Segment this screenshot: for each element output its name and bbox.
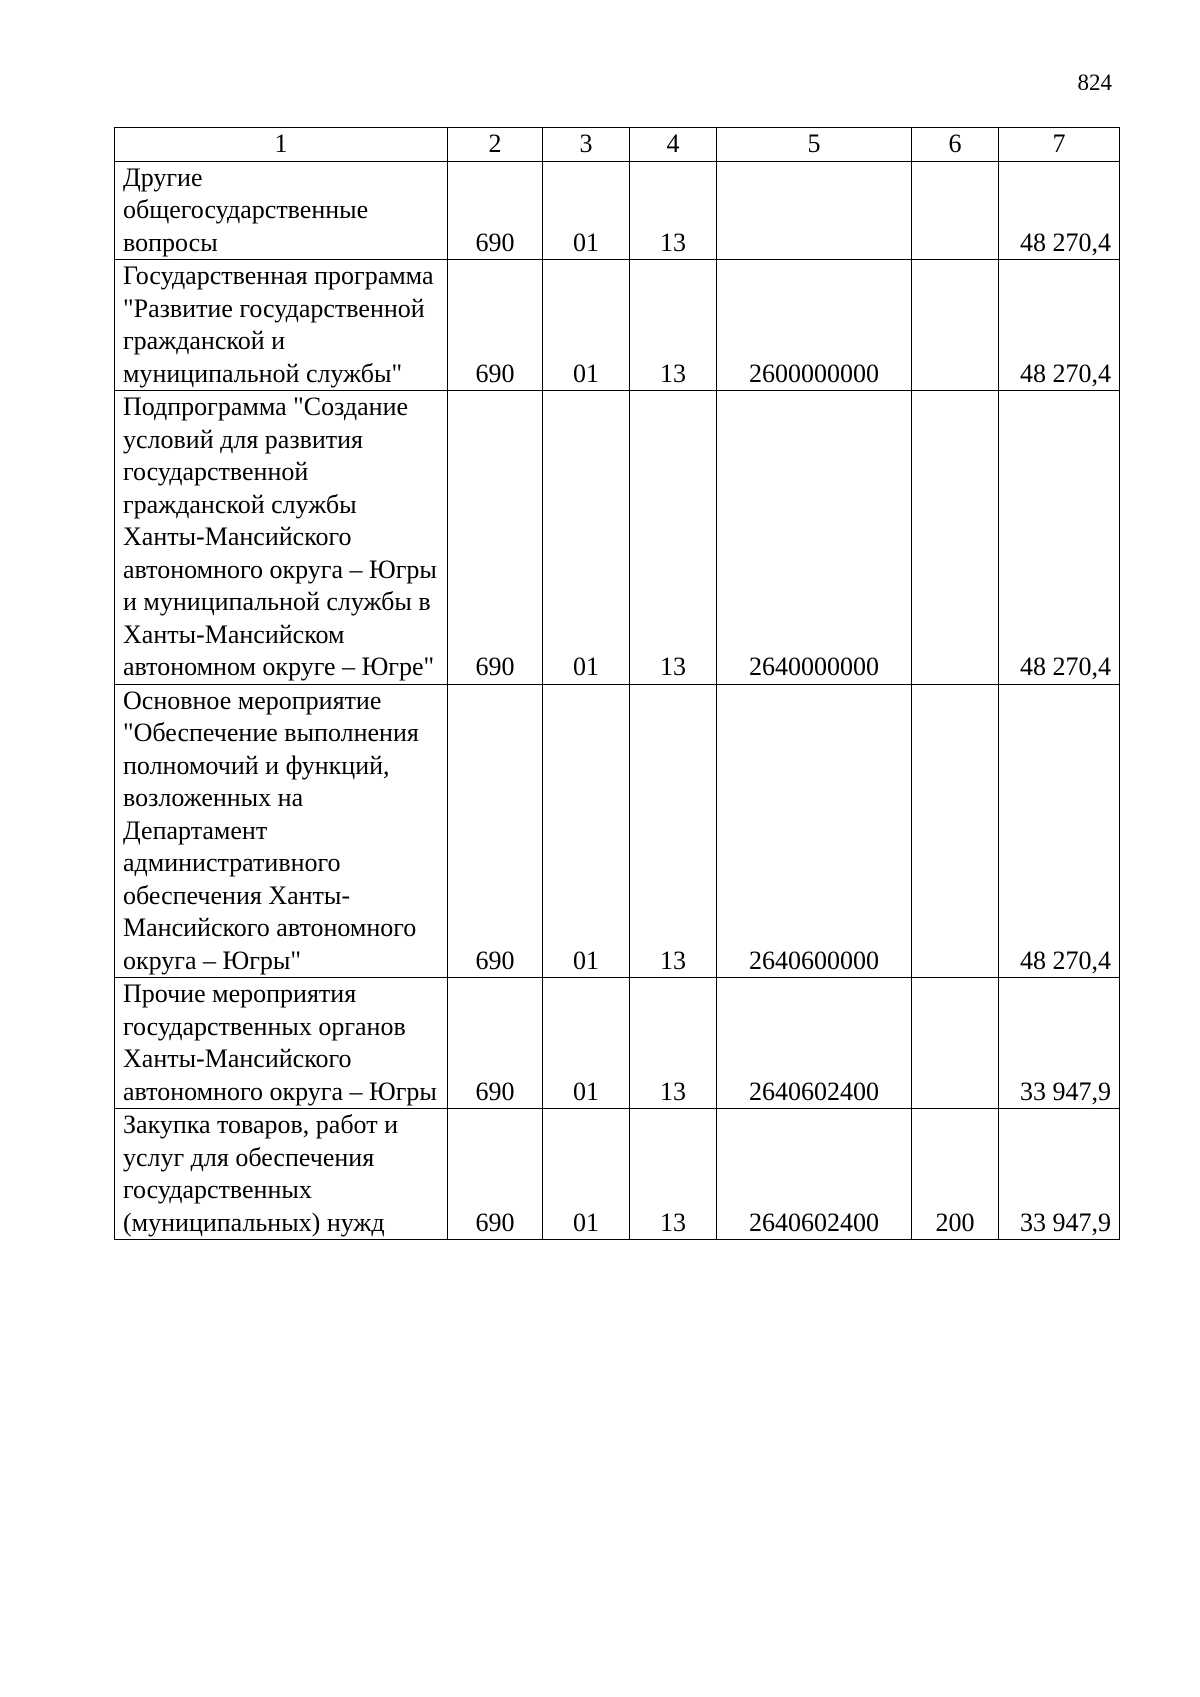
row-name: Закупка товаров, работ и услуг для обеспечения государственных (муниципальных) нужд (115, 1109, 448, 1240)
row-code-5: 2640602400 (717, 1109, 912, 1240)
table-row (115, 260, 1120, 391)
row-name: Основное мероприятие "Обеспечение выполнения полномочий и функций, возложенных на Департамент административного обеспечения Ханты-Мансийского автономного округа – Югры" (115, 684, 448, 978)
row-code-3: 01 (543, 260, 630, 391)
row-name: Прочие мероприятия государственных органов Ханты-Мансийского автономного округа – Югры (115, 978, 448, 1109)
row-code-5: 2600000000 (717, 260, 912, 391)
row-code-3: 01 (543, 978, 630, 1109)
table-header-row (115, 128, 1120, 162)
table-row (115, 978, 1120, 1109)
row-code-5: 2640602400 (717, 978, 912, 1109)
row-code-6 (912, 684, 999, 978)
budget-table (114, 127, 1120, 1240)
row-code-6 (912, 391, 999, 685)
row-code-5: 2640000000 (717, 391, 912, 685)
row-code-3: 01 (543, 161, 630, 260)
row-code-4: 13 (630, 684, 717, 978)
header-cell-7: 7 (999, 128, 1120, 162)
header-cell-6: 6 (912, 128, 999, 162)
row-code-4: 13 (630, 260, 717, 391)
row-code-2: 690 (448, 1109, 543, 1240)
row-code-3: 01 (543, 684, 630, 978)
row-amount: 33 947,9 (999, 978, 1120, 1109)
row-code-4: 13 (630, 978, 717, 1109)
table-row (115, 1109, 1120, 1240)
table-row (115, 684, 1120, 978)
row-amount: 48 270,4 (999, 260, 1120, 391)
row-code-4: 13 (630, 1109, 717, 1240)
row-amount: 48 270,4 (999, 684, 1120, 978)
header-cell-1: 1 (115, 128, 448, 162)
row-name: Государственная программа "Развитие государственной гражданской и муниципальной службы" (115, 260, 448, 391)
row-code-2: 690 (448, 684, 543, 978)
row-amount: 33 947,9 (999, 1109, 1120, 1240)
row-code-3: 01 (543, 391, 630, 685)
row-code-4: 13 (630, 391, 717, 685)
header-cell-4: 4 (630, 128, 717, 162)
row-amount: 48 270,4 (999, 391, 1120, 685)
row-name: Подпрограмма "Создание условий для развития государственной гражданской службы Ханты-Мансийского автономного округа – Югры и муниципальной службы в Ханты-Мансийском автономном округе – Югре" (115, 391, 448, 685)
row-code-6 (912, 260, 999, 391)
row-code-6: 200 (912, 1109, 999, 1240)
row-code-2: 690 (448, 260, 543, 391)
row-code-3: 01 (543, 1109, 630, 1240)
row-code-4: 13 (630, 161, 717, 260)
table-row (115, 391, 1120, 685)
row-code-2: 690 (448, 161, 543, 260)
row-code-2: 690 (448, 978, 543, 1109)
header-cell-2: 2 (448, 128, 543, 162)
page-number: 824 (1077, 70, 1112, 95)
table-row (115, 161, 1120, 260)
row-name: Другие общегосударственные вопросы (115, 161, 448, 260)
row-code-5: 2640600000 (717, 684, 912, 978)
header-cell-3: 3 (543, 128, 630, 162)
row-code-5 (717, 161, 912, 260)
row-code-2: 690 (448, 391, 543, 685)
row-code-6 (912, 161, 999, 260)
row-code-6 (912, 978, 999, 1109)
header-cell-5: 5 (717, 128, 912, 162)
row-amount: 48 270,4 (999, 161, 1120, 260)
